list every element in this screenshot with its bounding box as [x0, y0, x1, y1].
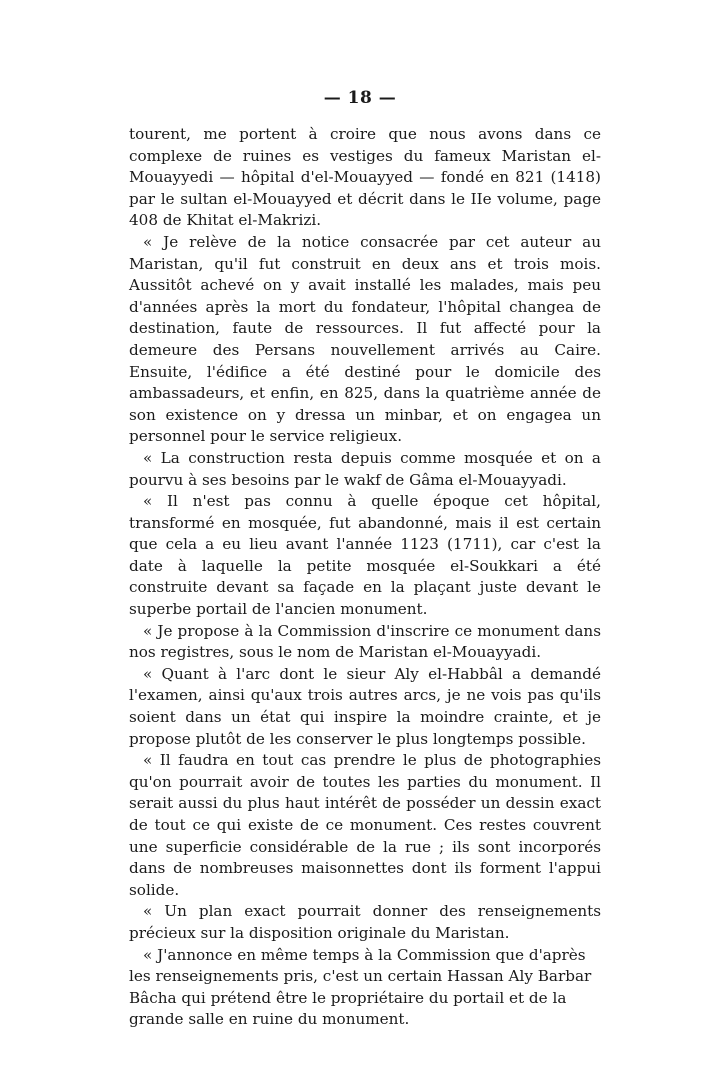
paragraph: « Quant à l'arc dont le sieur Aly el-Habbâl a demandé l'examen, ainsi qu'aux trois autres arcs, je ne vois pas qu'ils soient dans un état qui inspire la moindre crainte, et je propose plutôt de les conserver le plus longtemps possible.	[129, 664, 601, 748]
paragraph: « Il faudra en tout cas prendre le plus de photographies qu'on pourrait avoir de toutes les parties du monument. Il serait aussi du plus haut intérêt de posséder un dessin exact de tout ce qui existe de ce monument. Ces restes couvrent une superficie considérable de la rue ; ils sont incorporés dans de nombreuses maisonnettes dont ils forment l'appui solide.	[129, 751, 601, 899]
body-text	[129, 124, 601, 1031]
paragraph: « La construction resta depuis comme mosquée et on a pourvu à ses besoins par le wakf de Gâma el-Mouayyadi.	[129, 448, 601, 489]
paragraph: « Je relève de la notice consacrée par cet auteur au Maristan, qu'il fut construit en deux ans et trois mois. Aussitôt achevé on y avait installé les malades, mais peu d'années après la mort du fondateur, l'hôpital changea de destination, faute de ressources. Il fut affecté pour la demeure des Persans nouvellement arrivés au Caire. Ensuite, l'édifice a été destiné pour le domicile des ambassadeurs, et enfin, en 825, dans la quatrième année de son existence on y dressa un minbar, et on engagea un personnel pour le service religieux.	[129, 232, 601, 446]
paragraph: « J'annonce en même temps à la Commission que d'après les renseignements pris, c'est un certain Hassan Aly Barbar Bâcha qui prétend être le propriétaire du portail et de la grande salle en ruine du monument.	[129, 945, 592, 1029]
paragraph: « Un plan exact pourrait donner des renseignements précieux sur la disposition originale du Maristan.	[129, 902, 601, 942]
paragraph-continuation: tourent, me portent à croire que nous avons dans ce complexe de ruines es vestiges du fameux Maristan el-Mouayyedi — hôpital d'el-Mouayyed — fondé en 821 (1418) par le sultan el-Mouayyed et décrit dans le IIe volume, page 408 de Khitat el-Makrizi.	[129, 125, 601, 230]
paragraph: « Il n'est pas connu à quelle époque cet hôpital, transformé en mosquée, fut abandonné, mais il est certain que cela a eu lieu avant l'année 1123 (1711), car c'est la date à laquelle la petite mosquée el-Soukkari a été construite devant sa façade en la plaçant juste devant le superbe portail de l'ancien monument.	[129, 492, 601, 619]
paragraph: « Je propose à la Commission d'inscrire ce monument dans nos registres, sous le nom de Maristan el-Mouayyadi.	[129, 621, 601, 662]
page-number: — 18 —	[323, 88, 397, 108]
